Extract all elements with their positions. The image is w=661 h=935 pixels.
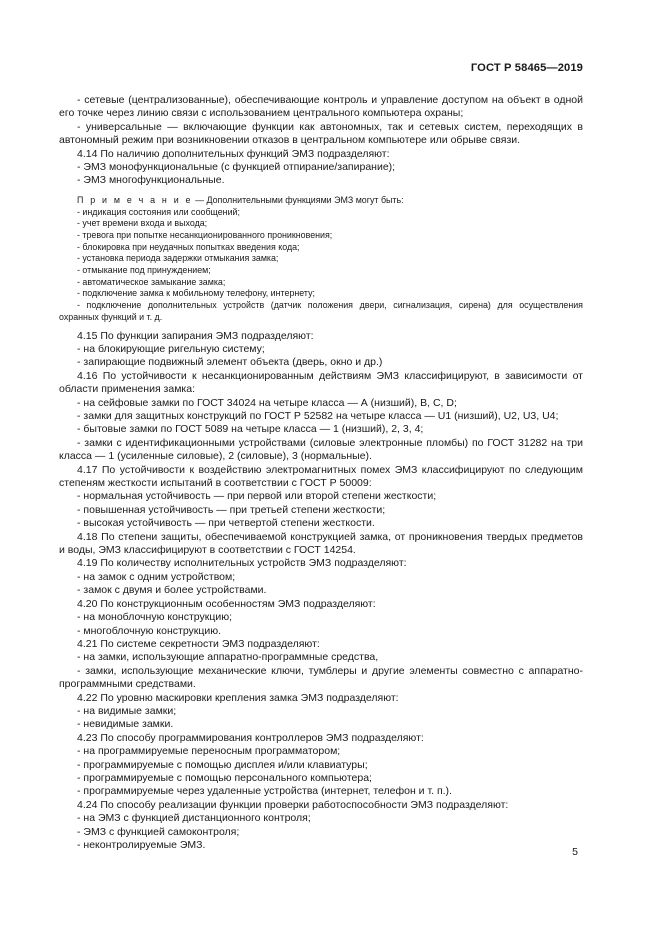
clause-4-22: 4.22 По уровню маскировки крепления замка ЭМЗ подразделяют: [77,691,399,704]
list-item: - на моноблочную конструкцию; [77,611,233,624]
clause-4-16: 4.16 По устойчивости к несанкционированным действиям ЭМЗ классифицируют, в зависимости от области применения замка: [59,369,583,396]
note-label: П р и м е ч а н и е [77,194,193,205]
clause-4-17: 4.17 По устойчивости к воздействию электромагнитных помех ЭМЗ классифицируют по следующим степеням жесткости испытаний в соответствии с ГОСТ Р 50009: [59,463,583,490]
list-item: - ЭМЗ многофункциональные. [77,174,225,187]
note-item: - отмыкание под принуждением; [77,265,211,276]
list-item: - запирающие подвижный элемент объекта (дверь, окно и др.) [77,356,383,369]
list-item: - на сейфовые замки по ГОСТ 34024 на четыре класса — А (низший), В, С, D; [77,396,457,409]
note-item: - блокировка при неудачных попытках введения кода; [77,241,300,252]
clause-4-14: 4.14 По наличию дополнительных функций ЭМЗ подразделяют: [77,147,390,160]
note-item: - тревога при попытке несанкционированного проникновения; [77,229,333,240]
clause-4-21: 4.21 По системе секретности ЭМЗ подразделяют: [77,637,320,650]
list-item: - бытовые замки по ГОСТ 5089 на четыре класса — 1 (низший), 2, 3, 4; [77,423,424,436]
clause-4-19: 4.19 По количеству исполнительных устройств ЭМЗ подразделяют: [77,557,407,570]
list-item: - замки, использующие механические ключи, тумблеры и другие элементы совместно с аппаратно-программными средствами. [59,664,583,691]
list-item: - неконтролируемые ЭМЗ. [77,839,206,852]
list-item: - замки для защитных конструкций по ГОСТ Р 52582 на четыре класса — U1 (низший), U2, U3, U4; [77,410,559,423]
page-body [59,94,583,852]
clause-4-18: 4.18 По степени защиты, обеспечиваемой конструкцией замка, от проникновения твердых предметов и воды, ЭМЗ классифицируют в соответствии с ГОСТ 14254. [59,530,583,557]
list-item: - ЭМЗ монофункциональные (с функцией отпирание/запирание); [77,161,396,174]
list-item: - замок с двумя и более устройствами. [77,584,267,597]
list-item: - высокая устойчивость — при четвертой степени жесткости. [77,517,375,530]
note-item: - автоматическое замыкание замка; [77,276,226,287]
note-block [59,195,583,324]
note-intro: — Дополнительными функциями ЭМЗ могут быть: [192,194,404,205]
list-item: - программируемые с помощью персонального компьютера; [77,771,372,784]
list-item: - повышенная устойчивость — при третьей степени жесткости; [77,503,386,516]
clause-4-15: 4.15 По функции запирания ЭМЗ подразделяют: [77,329,314,342]
paragraph: - универсальные — включающие функции как автономных, так и сетевых систем, переходящих в автономный режим при возникновении отказов в центральном компьютере или обрыве связи. [59,120,583,147]
clause-4-24: 4.24 По способу реализации функции проверки работоспособности ЭМЗ подразделяют: [77,798,509,811]
page-number: 5 [572,846,578,858]
list-item: - программируемые через удаленные устройства (интернет, телефон и т. п.). [77,785,452,798]
clause-4-20: 4.20 По конструкционным особенностям ЭМЗ подразделяют: [77,597,376,610]
list-item: - нормальная устойчивость — при первой или второй степени жесткости; [77,490,437,503]
paragraph: - сетевые (централизованные), обеспечивающие контроль и управление доступом на объект в одной его точке через линию связи с использованием центрального компьютера охраны; [59,94,583,120]
note-item: - индикация состояния или сообщений; [77,206,240,217]
note-item: - подключение замка к мобильному телефону, интернету; [77,288,315,299]
list-item: - программируемые с помощью дисплея и/или клавиатуры; [77,758,368,771]
list-item: - многоблочную конструкцию. [77,624,222,637]
list-item: - на блокирующие ригельную систему; [77,342,265,355]
note-heading [59,195,583,207]
list-item: - невидимые замки. [77,718,174,731]
clause-4-23: 4.23 По способу программирования контроллеров ЭМЗ подразделяют: [77,731,424,744]
note-item: - учет времени входа и выхода; [77,218,208,229]
list-item: - на замки, использующие аппаратно-программные средства, [77,651,379,664]
list-item: - ЭМЗ с функцией самоконтроля; [77,825,240,838]
list-item: - на ЭМЗ с функцией дистанционного контроля; [77,812,311,825]
note-item: - установка периода задержки отмыкания замка; [77,253,279,264]
list-item: - на видимые замки; [77,704,177,717]
list-item: - на замок с одним устройством; [77,570,236,583]
list-item: - замки с идентификационными устройствами (силовые электронные пломбы) по ГОСТ 31282 на три класса — 1 (усиленные силовые), 2 (силовые), 3 (нормальные). [59,436,583,463]
note-item: - подключение дополнительных устройств (датчик положения двери, сигнализация, сирена) для осуществления охранных функций и т. д. [59,300,583,322]
standard-designation: ГОСТ Р 58465—2019 [470,62,583,74]
list-item: - на программируемые переносным программатором; [77,745,341,758]
